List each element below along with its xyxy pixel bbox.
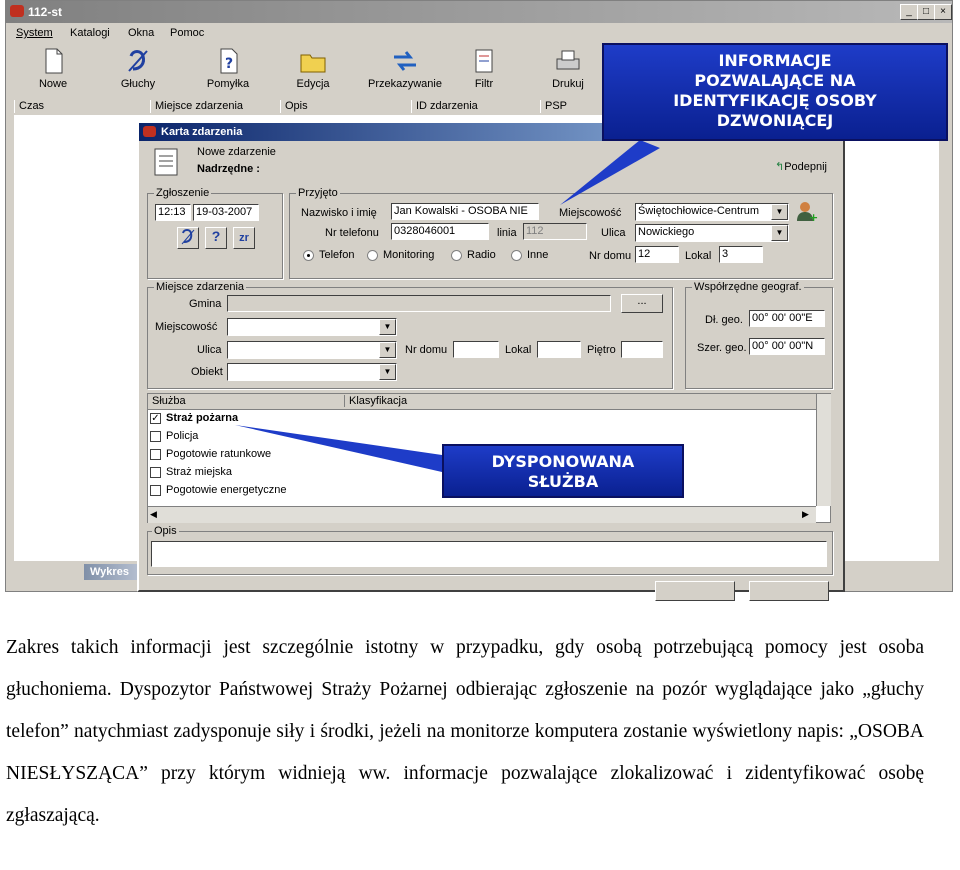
scroll-right-icon[interactable]: ▶ (802, 509, 809, 519)
service-label: Straż pożarna (166, 412, 239, 424)
incident-city-label: Miejscowość (155, 321, 218, 333)
toolbar-print-button[interactable]: Drukuj (533, 47, 603, 97)
radio-radio-label: Radio (467, 249, 496, 261)
service-label: Pogotowie ratunkowe (166, 448, 272, 460)
latitude-label: Szer. geo. (697, 342, 747, 354)
latitude-field[interactable]: 00° 00' 00"N (749, 338, 825, 355)
toolbar-transfer-button[interactable]: Przekazywanie (362, 47, 448, 97)
classification-column-header[interactable]: Klasyfikacja (344, 395, 407, 407)
chart-tab[interactable]: Wykres (84, 564, 150, 580)
callout-line: INFORMACJE (718, 51, 832, 70)
phone-number-field[interactable]: 0328046001 (391, 223, 489, 240)
radio-other-label: Inne (527, 249, 549, 261)
chevron-down-icon: ▼ (771, 204, 788, 220)
toolbar-deaf-button[interactable]: Głuchy (103, 47, 173, 97)
chevron-down-icon: ▼ (379, 319, 396, 335)
incident-street-label: Ulica (197, 344, 222, 356)
received-city-select[interactable]: Świętochłowice-Centrum ▼ (635, 203, 789, 221)
bottom-callout-pointer (235, 425, 442, 472)
incident-place-legend: Miejsce zdarzenia (156, 281, 245, 293)
toolbar-mistake-button[interactable]: ? Pomyłka (193, 47, 263, 97)
body-paragraph: Zakres takich informacji jest szczególnie istotny w przypadku, gdy osobą potrzebującą pomocy jest osoba głuchoniema. Dyspozytor Państwowej Straży Pożarnej odbierając zgłoszenie na pozór wyglądające jako „głuchy telefon” natychmiast zadysponuje siły i środki, jeżeli na monitorze komputera zostanie wyświetlony napis: „OSOBA NIESŁYSZĄCA” przy którym widnieją ww. informacje pozwalające zlokalizować i zidentyfikować osobę zgłaszającą. (6, 637, 924, 826)
received-legend: Przyjęto (298, 187, 338, 199)
window-title: 112-st (28, 5, 63, 19)
received-street-select[interactable]: Nowickiego ▼ (635, 224, 789, 242)
attach-button[interactable]: ↰Podepnij (771, 160, 831, 178)
received-flat-field[interactable]: 3 (719, 246, 763, 263)
close-button[interactable]: × (934, 4, 952, 20)
card-new-event-label: Nowe zdarzenie (197, 146, 276, 158)
menu-pomoc[interactable]: Pomoc (170, 27, 205, 39)
attach-arrow-icon: ↰ (774, 161, 785, 173)
service-checkbox[interactable]: ✓ (151, 413, 160, 424)
service-callout (442, 444, 684, 498)
mistake-small-button[interactable]: ? (205, 227, 227, 249)
toolbar-new-button[interactable]: Nowe (18, 47, 88, 97)
incident-floor-label: Piętro (587, 344, 616, 356)
line-field: 112 (523, 223, 587, 240)
line-label: linia (497, 227, 517, 239)
menu-katalogi[interactable]: Katalogi (70, 27, 110, 39)
gmina-label: Gmina (189, 298, 222, 310)
top-callout-pointer (560, 140, 660, 205)
report-legend: Zgłoszenie (156, 187, 210, 199)
report-date-field[interactable]: 19-03-2007 (193, 204, 259, 221)
callout-line: POZWALAJĄCE NA (694, 71, 856, 90)
svg-text:?: ? (225, 56, 234, 72)
received-street-label: Ulica (601, 227, 626, 239)
received-city-label: Miejscowość (559, 207, 622, 219)
zr-button[interactable]: zr (233, 227, 255, 249)
card-parent-label: Nadrzędne : (197, 163, 260, 175)
longitude-field[interactable]: 00° 00' 00"E (749, 310, 825, 327)
name-label: Nazwisko i imię (301, 207, 377, 219)
description-legend: Opis (154, 525, 177, 537)
longitude-label: Dł. geo. (705, 314, 743, 326)
phone-number-label: Nr telefonu (325, 227, 379, 239)
callout-line: SŁUŻBA (527, 472, 599, 491)
gmina-browse-button[interactable]: ... (621, 294, 663, 313)
received-flat-label: Lokal (685, 250, 712, 262)
incident-flat-label: Lokal (505, 344, 532, 356)
received-house-label: Nr domu (589, 250, 632, 262)
maximize-button[interactable]: □ (917, 4, 935, 20)
minimize-button[interactable]: _ (900, 4, 918, 20)
chevron-down-icon: ▼ (771, 225, 788, 241)
column-id[interactable]: ID zdarzenia (411, 100, 478, 113)
scroll-left-icon[interactable]: ◀ (150, 509, 157, 519)
radio-phone-label: Telefon (319, 249, 355, 261)
chevron-down-icon: ▼ (379, 342, 396, 358)
card-title: Karta zdarzenia (161, 126, 243, 138)
column-opis[interactable]: Opis (280, 100, 308, 113)
chevron-down-icon: ▼ (379, 364, 396, 380)
column-psp[interactable]: PSP (540, 100, 567, 113)
toolbar-filter-button[interactable]: Filtr (449, 47, 519, 97)
service-label: Straż miejska (166, 466, 233, 478)
column-czas[interactable]: Czas (14, 100, 44, 113)
incident-object-label: Obiekt (191, 366, 223, 378)
svg-text:+: + (809, 211, 819, 224)
callout-line: DYSPONOWANA (491, 452, 635, 471)
report-time-field[interactable]: 12:13 (155, 204, 191, 221)
service-column-header[interactable]: Służba (152, 395, 186, 407)
menu-system[interactable]: System (16, 27, 53, 39)
service-label: Pogotowie energetyczne (166, 484, 287, 496)
callout-line: DZWONIĄCEJ (716, 111, 834, 130)
toolbar-edit-button[interactable]: Edycja (278, 47, 348, 97)
identification-callout (602, 43, 948, 141)
callout-line: IDENTYFIKACJĘ OSOBY (673, 91, 877, 110)
received-house-field[interactable]: 12 (635, 246, 679, 263)
service-label: Policja (166, 430, 199, 442)
name-field[interactable]: Jan Kowalski - OSOBA NIE (391, 203, 539, 220)
menu-okna[interactable]: Okna (128, 27, 155, 39)
radio-monitoring-label: Monitoring (383, 249, 435, 261)
column-miejsce[interactable]: Miejsce zdarzenia (150, 100, 243, 113)
geo-legend: Współrzędne geograf. (694, 281, 802, 293)
incident-house-label: Nr domu (405, 344, 448, 356)
